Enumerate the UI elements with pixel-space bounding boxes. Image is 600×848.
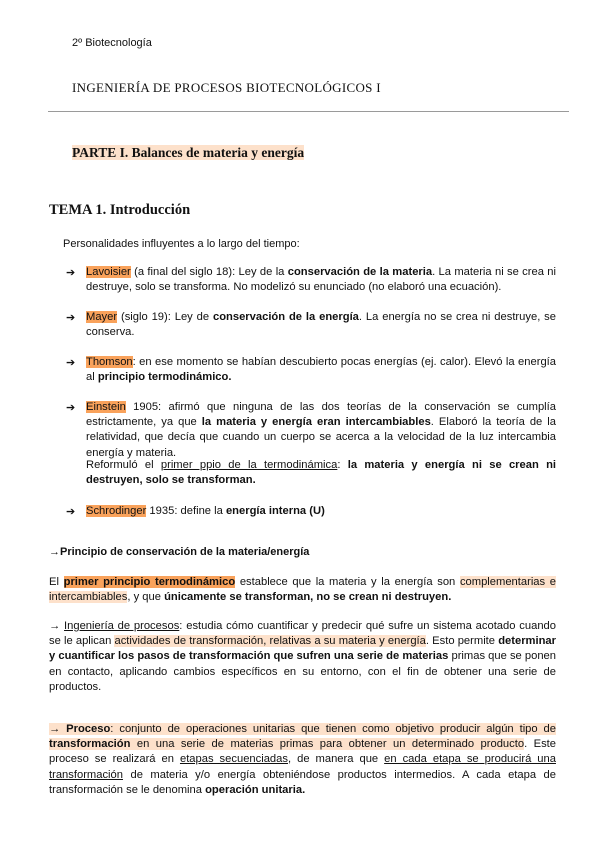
arrow-icon: → [49, 723, 61, 735]
underlined-text: en cada etapa se producirá una transformación [49, 753, 556, 781]
text: en una serie de materias primas para obtener un determinado producto [130, 738, 525, 751]
name-schrodinger: Schrodinger [86, 505, 147, 517]
principio-heading-text: Principio de conservación de la materia/energía [60, 546, 310, 558]
name-mayer: Mayer [86, 311, 118, 323]
item-thomson [86, 355, 556, 385]
text: : estudia cómo cuantificar y predecir qué sufre un sistema acotado cuando se le aplican [49, 620, 557, 648]
bold-text: energía interna (U) [225, 505, 325, 517]
item-einstein [86, 400, 556, 461]
text: : [337, 459, 348, 471]
tema-title: TEMA 1. Introducción [49, 202, 191, 218]
item-einstein-reformulation [86, 458, 556, 488]
principio-heading [49, 546, 309, 558]
name-thomson: Thomson [86, 356, 133, 368]
bold-text: operación unitaria. [205, 783, 306, 796]
text: . La materia ni se crea ni destruye, solo se transforma. No modelizó su enunciado (no elaboró una ecuación). [86, 266, 556, 294]
text: (a final del siglo 18): Ley de la [130, 266, 288, 278]
bold-text: determinar y cuantificar los pasos de transformación que sufren una serie de materias [49, 635, 557, 663]
item-schrodinger [86, 504, 556, 519]
document-title: INGENIERÍA DE PROCESOS BIOTECNOLÓGICOS I [72, 80, 381, 95]
text: (siglo 19): Ley de [117, 311, 213, 323]
bold-text: la materia y energía ni se crean ni destruyen, solo se transforman. [86, 459, 557, 487]
arrow-icon: ➔ [66, 357, 76, 369]
text: El [49, 576, 64, 588]
arrow-icon: → [49, 620, 61, 632]
text: 1935: define la [146, 505, 226, 517]
bold-text: conservación de la energía [212, 311, 359, 323]
arrow-icon: ➔ [66, 267, 76, 279]
text: de materia y/o energía obteniéndose productos intermedios. A cada etapa de transformación se le denomina [49, 768, 556, 796]
bold-text: transformación [49, 738, 131, 751]
name-lavoisier: Lavoisier [86, 266, 131, 278]
text: . Elaboró la teoría de la relatividad, que decía que cuando un cuerpo se acerca a la velocidad de la luz intercambia energía y materia. [86, 416, 556, 459]
text: : conjunto de operaciones unitarias que tienen como objetivo producir algún tipo de [110, 723, 557, 735]
part-title-text: PARTE I. Balances de materia y energía [72, 145, 305, 160]
name-einstein: Einstein [86, 401, 126, 413]
arrow-icon: ➔ [66, 402, 76, 414]
underlined-text: Ingeniería de procesos [64, 620, 180, 632]
arrow-icon: ➔ [66, 506, 76, 518]
bold-text: Proceso [66, 723, 111, 735]
text: Reformuló el [86, 459, 161, 471]
bold-text: únicamente se transforman, no se crean ni destruyen. [164, 591, 452, 604]
arrow-icon: ➔ [66, 312, 76, 324]
bold-text: conservación de la materia [287, 266, 433, 278]
title-divider [48, 111, 569, 112]
principio-paragraph [49, 575, 556, 605]
text: , y que [127, 591, 165, 604]
arrow-icon: → [49, 546, 60, 558]
ingenieria-paragraph [49, 619, 556, 695]
part-title [72, 145, 304, 161]
highlight-bold-text: primer principio termodinámico [63, 576, 236, 588]
text: : en ese momento se habían descubierto pocas energías (ej. calor). Elevó la energía al [86, 356, 556, 384]
text: . La energía no se crea ni destruye, se conserva. [86, 311, 556, 339]
highlight-text: complementarias e intercambiables [49, 576, 557, 604]
text: establece que la materia y la energía son [235, 576, 460, 588]
item-lavoisier [86, 265, 556, 295]
bold-text: principio termodinámico. [97, 371, 232, 384]
text: primas que se ponen en contacto, aplicando cambios específicos en su entorno, con el fin de obtener una serie de productos. [49, 650, 557, 693]
text: 1905: afirmó que ninguna de las dos teorías de la conservación se cumplía estrictamente, ya que [86, 401, 556, 429]
text: , de manera que [287, 753, 385, 766]
proceso-paragraph [49, 722, 556, 798]
course-label: 2º Biotecnología [72, 37, 152, 49]
intro-text: Personalidades influyentes a lo largo del tiempo: [63, 238, 300, 250]
highlight-text: actividades de transformación, relativas a su materia y energía [114, 635, 426, 648]
item-mayer [86, 310, 556, 340]
bold-text: la materia y energía eran intercambiables [201, 416, 431, 429]
underlined-text: primer ppio de la termodinámica [160, 459, 338, 471]
text: . Este proceso se realizará en [49, 738, 556, 766]
underlined-text: etapas secuenciadas [179, 753, 288, 766]
text: . Esto permite [425, 635, 499, 648]
